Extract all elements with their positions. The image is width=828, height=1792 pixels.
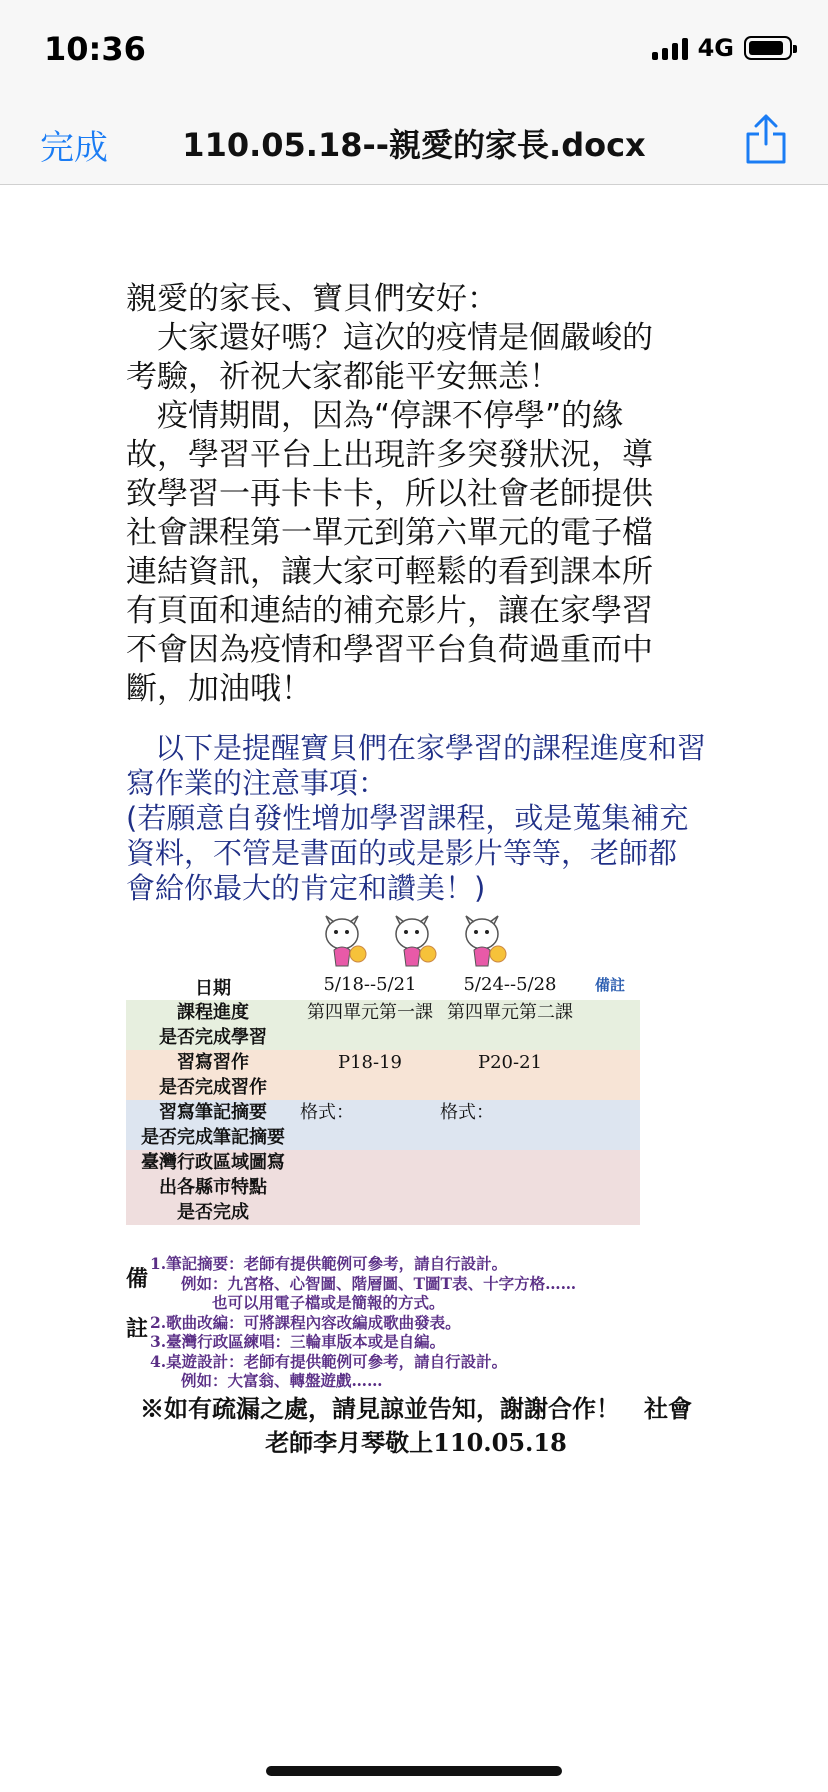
reminder-line: (若願意自發性增加學習課程，或是蒐集補充 <box>126 801 689 835</box>
paragraph-2-line: 不會因為疫情和學習平台負荷過重而中 <box>126 632 653 668</box>
note-line: 例如：九宮格、心智圖、階層圖、T圖T表、十字方格…… <box>150 1273 577 1293</box>
mascot-group <box>318 914 510 970</box>
row-label: 出各縣市特點 <box>159 1177 267 1198</box>
notes-label: 備 註 <box>126 1266 149 1342</box>
footer-line: ※如有疏漏之處，請見諒並告知，謝謝合作！ 社會 <box>140 1394 692 1423</box>
table-cell <box>300 1150 440 1175</box>
row-label: 臺灣行政區域圖寫 <box>141 1152 285 1173</box>
reminder-line: 以下是提醒寶貝們在家學習的課程進度和習 <box>126 731 707 765</box>
header-week2: 5/24--5/28 <box>463 974 557 995</box>
signature-footer <box>126 1392 706 1460</box>
paragraph-1-line: 大家還好嗎？這次的疫情是個嚴峻的 <box>126 320 653 356</box>
paragraph-2-line: 有頁面和連結的補充影片，讓在家學習 <box>126 593 653 629</box>
row-label: 是否完成學習 <box>159 1027 267 1048</box>
note-line: 3.臺灣行政區練唱：三輪車版本或是自編。 <box>150 1332 446 1351</box>
note-line: 1.筆記摘要：老師有提供範例可參考，請自行設計。 <box>150 1254 508 1273</box>
paragraph-1-line: 考驗，祈祝大家都能平安無恙！ <box>126 359 560 395</box>
table-cell: P20-21 <box>477 1052 542 1073</box>
mascot-icon <box>388 914 440 970</box>
paragraph-2-line: 斷，加油哦！ <box>126 671 312 707</box>
network-label: 4G <box>697 34 734 62</box>
table-cell: 格式： <box>300 1102 354 1123</box>
table-cell: P18-19 <box>337 1052 402 1073</box>
paragraph-2-line: 致學習一再卡卡卡，所以社會老師提供 <box>126 476 653 512</box>
reminder-line: 會給你最大的肯定和讚美！) <box>126 871 486 905</box>
greeting: 親愛的家長、寶貝們安好： <box>126 281 498 317</box>
footer-line: 老師李月琴敬上110.05.18 <box>265 1428 567 1457</box>
paragraph-2-line: 連結資訊，讓大家可輕鬆的看到課本所 <box>126 554 653 590</box>
note-line: 也可以用電子檔或是簡報的方式。 <box>150 1293 445 1312</box>
row-label: 是否完成習作 <box>159 1077 267 1098</box>
reminder-line: 資料，不管是書面的或是影片等等，老師都 <box>126 836 678 870</box>
paragraph-2-line: 疫情期間，因為“停課不停學”的緣 <box>126 398 624 434</box>
mascot-icon <box>318 914 370 970</box>
status-indicators <box>652 34 792 62</box>
share-icon[interactable] <box>744 112 788 164</box>
row-label: 習寫習作 <box>177 1052 249 1073</box>
status-time: 10:36 <box>44 30 146 68</box>
row-label: 是否完成 <box>177 1202 249 1223</box>
document-body <box>126 280 706 906</box>
row-label: 課程進度 <box>177 1002 249 1023</box>
document-title: 110.05.18--親愛的家長.docx <box>182 126 646 164</box>
schedule-table <box>126 974 640 1225</box>
table-cell: 格式： <box>440 1102 494 1123</box>
table-row <box>126 1000 640 1050</box>
paragraph-2-line: 社會課程第一單元到第六單元的電子檔 <box>126 515 653 551</box>
signal-icon <box>652 36 688 60</box>
note-line: 2.歌曲改編：可將課程內容改編成歌曲發表。 <box>150 1312 461 1332</box>
table-row <box>126 1100 640 1150</box>
mascot-icon <box>458 914 510 970</box>
paragraph-2-line: 故，學習平台上出現許多突發狀況，導 <box>126 437 653 473</box>
note-line: 例如：大富翁、轉盤遊戲…… <box>150 1371 383 1390</box>
header-remarks: 備註 <box>594 976 625 994</box>
table-cell <box>440 1150 580 1175</box>
home-indicator[interactable] <box>266 1766 562 1776</box>
row-label: 習寫筆記摘要 <box>159 1102 267 1123</box>
done-button[interactable]: 完成 <box>40 128 108 168</box>
table-cell: 第四單元第一課 <box>307 1002 433 1023</box>
header-date: 日期 <box>195 978 231 999</box>
table-row <box>126 1150 640 1225</box>
header-week1: 5/18--5/21 <box>323 974 417 995</box>
table-row <box>126 1050 640 1100</box>
table-cell: 第四單元第二課 <box>447 1002 573 1023</box>
note-line: 4.桌遊設計：老師有提供範例可參考，請自行設計。 <box>150 1351 508 1371</box>
reminder-line: 寫作業的注意事項： <box>126 766 388 800</box>
notes-list <box>150 1254 576 1391</box>
row-label: 是否完成筆記摘要 <box>141 1127 285 1148</box>
battery-icon <box>744 36 792 60</box>
table-header-row <box>126 974 640 1000</box>
top-bar <box>0 0 828 185</box>
